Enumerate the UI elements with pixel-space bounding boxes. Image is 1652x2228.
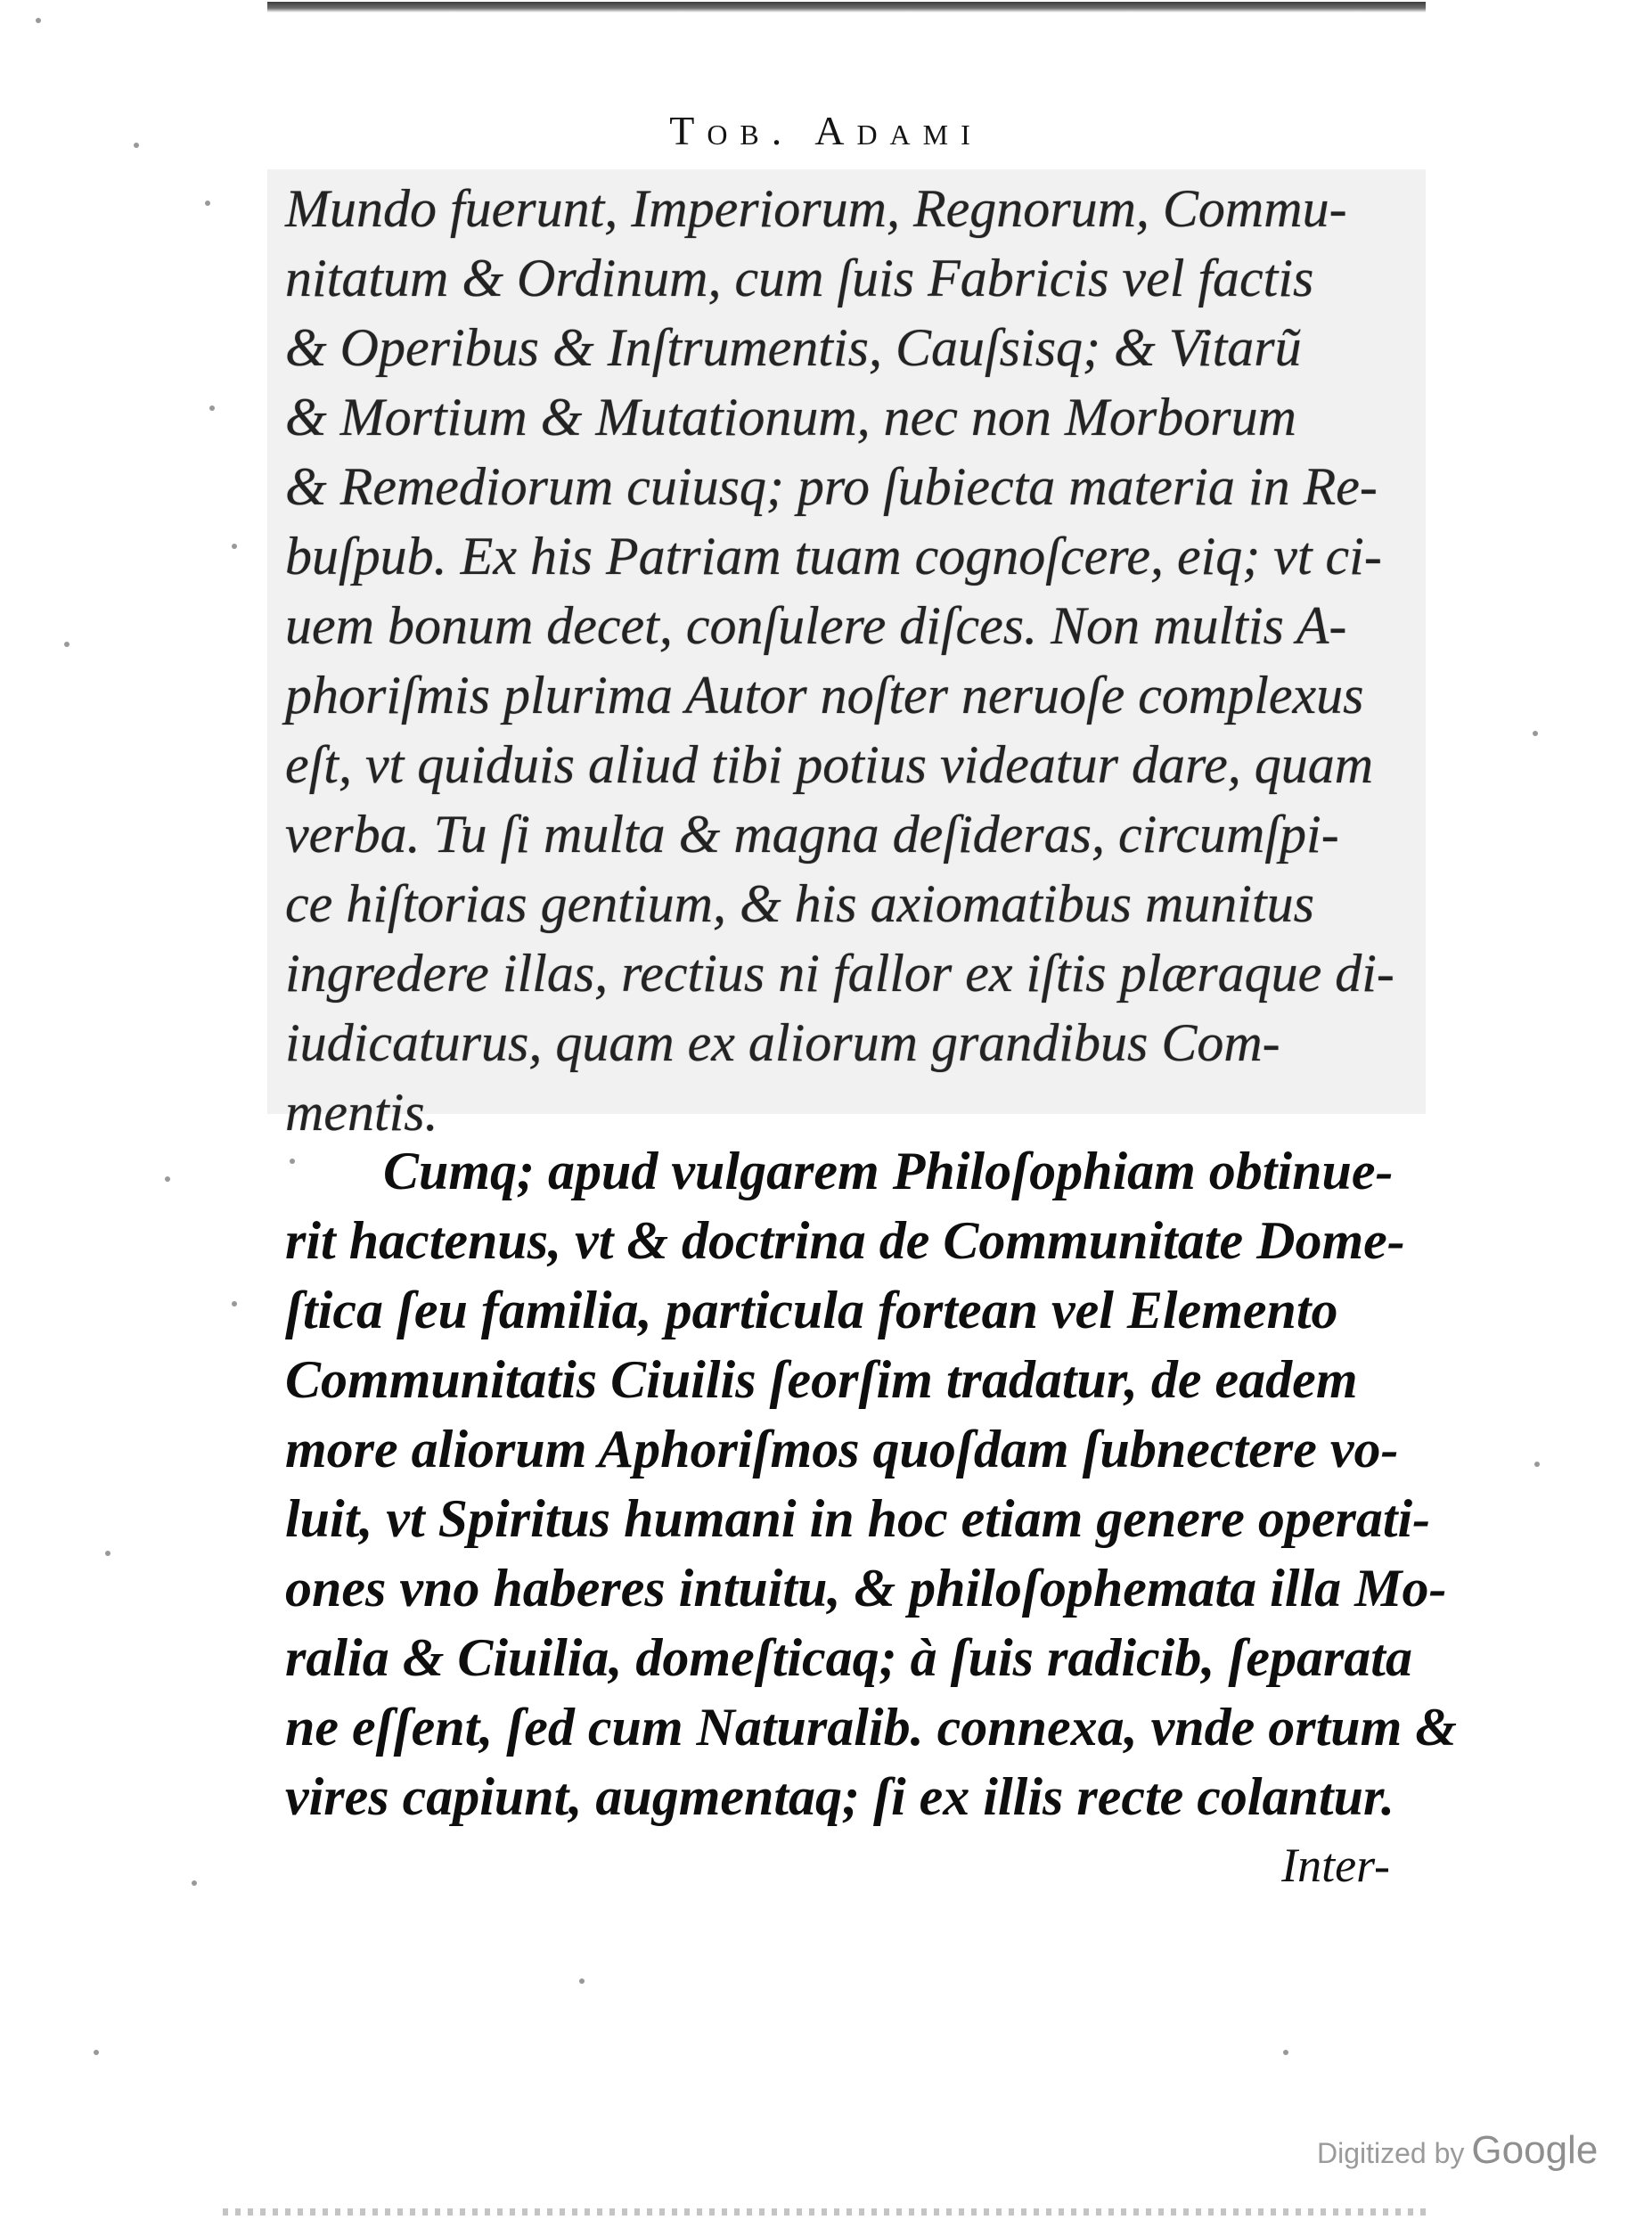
text-line: ingredere illas, rectius ni fallor ex iſtis plæraque di- (285, 944, 1394, 1003)
scan-speck (1533, 731, 1538, 736)
scan-speck (165, 1176, 170, 1182)
digitized-watermark (1317, 2128, 1620, 2182)
scan-speck (134, 143, 139, 148)
scan-speck (209, 405, 215, 411)
scan-speck (94, 2050, 99, 2055)
scan-speck (36, 18, 41, 23)
bottom-edge-shadow (223, 2208, 1426, 2216)
text-line: & Operibus & Inſtrumentis, Cauſsisq; & Vitarũ (285, 318, 1302, 377)
text-line: ce hiſtorias gentium, & his axiomatibus munitus (285, 874, 1314, 933)
scan-speck (64, 642, 70, 647)
text-line: nitatum & Ordinum, cum ſuis Fabricis vel factis (285, 249, 1314, 307)
paragraph-2 (285, 1136, 1457, 1831)
scan-speck (290, 1159, 295, 1164)
text-line: uem bonum decet, conſulere diſces. Non multis A- (285, 596, 1347, 655)
text-line: luit, vt Spiritus humani in hoc etiam genere operati- (285, 1489, 1431, 1548)
text-line: rit hactenus, vt & doctrina de Communitate Dome- (285, 1211, 1405, 1270)
text-line: eſt, vt quiduis aliud tibi potius videatur dare, quam (285, 735, 1374, 794)
text-line: ne eſſent, ſed cum Naturalib. connexa, vnde ortum & (285, 1698, 1457, 1757)
google-logo: Google (1471, 2128, 1599, 2172)
text-line: phoriſmis plurima Autor noſter neruoſe complexus (285, 666, 1364, 725)
text-line: buſpub. Ex his Patriam tuam cognoſcere, eiq; vt ci- (285, 527, 1382, 586)
text-line: Mundo fuerunt, Imperiorum, Regnorum, Commu- (285, 179, 1347, 238)
paragraph-1 (285, 174, 1408, 1147)
scan-speck (105, 1551, 110, 1556)
scan-speck (1534, 1462, 1540, 1467)
scan-speck (232, 544, 237, 549)
text-line: mentis. (285, 1083, 438, 1142)
text-line: ralia & Ciuilia, domeſticaq; à ſuis radicib, ſeparata (285, 1628, 1412, 1687)
scan-speck (232, 1301, 237, 1306)
text-line: ſtica ſeu familia, particula fortean vel Elemento (285, 1281, 1338, 1339)
scan-speck (205, 201, 210, 206)
text-line: ones vno haberes intuitu, & philoſophemata illa Mo- (285, 1559, 1447, 1618)
text-line: & Remediorum cuiusq; pro ſubiecta materia in Re- (285, 457, 1378, 516)
catchword: Inter- (1281, 1839, 1390, 1892)
text-line: more aliorum Aphoriſmos quoſdam ſubnectere vo- (285, 1420, 1399, 1479)
watermark-prefix: Digitized by (1317, 2137, 1465, 2169)
text-line: & Mortium & Mutationum, nec non Morborum (285, 388, 1296, 446)
text-line: Communitatis Ciuilis ſeorſim tradatur, de eadem (285, 1350, 1358, 1409)
top-edge-shadow (267, 2, 1426, 12)
text-line: vires capiunt, augmentaq; ſi ex illis recte colantur. (285, 1767, 1394, 1826)
scan-speck (579, 1978, 585, 1984)
text-line: verba. Tu ſi multa & magna deſideras, circumſpi- (285, 805, 1339, 864)
scan-speck (1283, 2050, 1288, 2055)
text-line: Cumq; apud vulgarem Philoſophiam obtinue- (383, 1142, 1394, 1200)
text-line: iudicaturus, quam ex aliorum grandibus Com- (285, 1013, 1280, 1072)
scan-speck (192, 1880, 197, 1886)
running-head: Tob. Adami (669, 108, 983, 153)
